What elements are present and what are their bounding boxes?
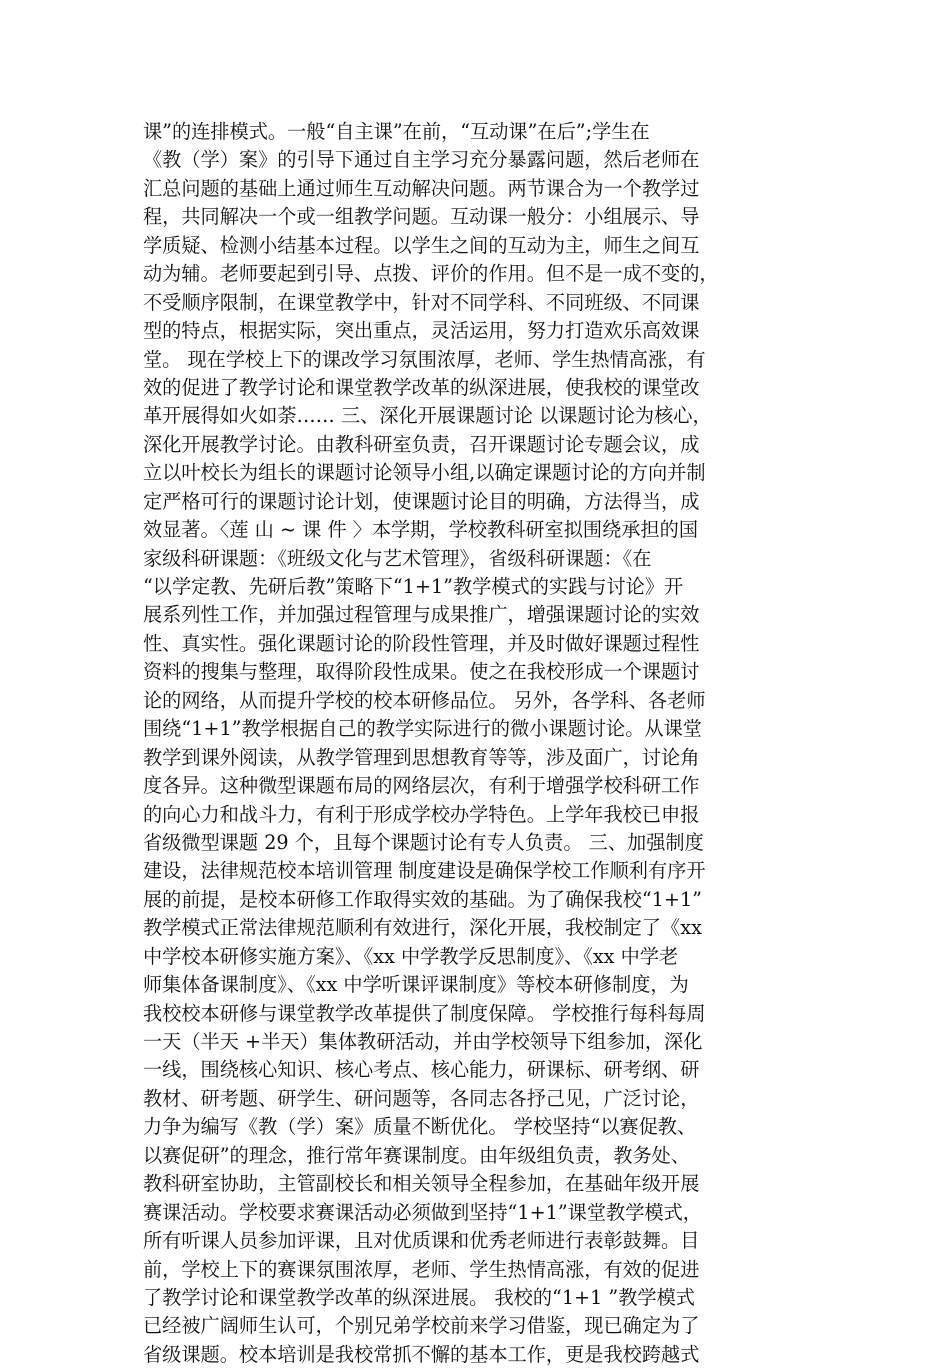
text-line: 展系列性工作，并加强过程管理与成果推广，增强课题讨论的实效	[143, 603, 700, 627]
text-line: 中学校本研修实施方案》、《xx 中学教学反思制度》、《xx 中学老	[143, 944, 679, 968]
text-line: 课”的连排模式。一般“自主课”在前，“互动课”在后”;学生在	[143, 120, 650, 143]
text-line: 展的前提，是校本研修工作取得实效的基础。为了确保我校“1+1”	[143, 887, 702, 911]
text-line: 资料的搜集与整理，取得阶段性成果。使之在我校形成一个课题讨	[143, 660, 700, 684]
text-line: 堂。 现在学校上下的课改学习氛围浓厚，老师、学生热情高涨，有	[143, 347, 706, 371]
text-line: 以赛促研”的理念，推行常年赛课制度。由年级组负责，教务处、	[143, 1143, 691, 1167]
text-line: 革开展得如火如荼…… 三、深化开展课题讨论 以课题讨论为核心，	[143, 404, 712, 428]
text-line: 一线，围绕核心知识、核心考点、核心能力，研课标、研考纲、研	[143, 1058, 700, 1082]
text-line: 深化开展教学讨论。由教科研室负责，召开课题讨论专题会议，成	[143, 432, 700, 456]
text-line: 师集体备课制度》、《xx 中学听课评课制度》等校本研修制度，为	[143, 973, 689, 997]
text-line: 立以叶校长为组长的课题讨论领导小组,以确定课题讨论的方向并制	[143, 461, 706, 485]
text-line: 型的特点，根据实际，突出重点，灵活运用，努力打造欢乐高效课	[143, 319, 700, 343]
text-line: 性、真实性。强化课题讨论的阶段性管理，并及时做好课题过程性	[143, 631, 700, 655]
text-line: 所有听课人员参加评课，且对优质课和优秀老师进行表彰鼓舞。目	[143, 1229, 700, 1253]
text-line: 我校校本研修与课堂教学改革提供了制度保障。 学校推行每科每周	[143, 1001, 706, 1025]
text-line: 《教（学）案》的引导下通过自主学习充分暴露问题，然后老师在	[143, 148, 700, 172]
text-line: 度各异。这种微型课题布局的网络层次，有利于增强学校科研工作	[143, 774, 700, 798]
text-line: 了教学讨论和课堂教学改革的纵深进展。 我校的“1+1 ”教学模式	[143, 1285, 695, 1309]
text-line: 论的网络，从而提升学校的校本研修品位。 另外，各学科、各老师	[143, 688, 706, 712]
text-line: 定严格可行的课题讨论计划，使课题讨论目的明确，方法得当，成	[143, 489, 700, 513]
text-line: 教科研室协助，主管副校长和相关领导全程参加，在基础年级开展	[143, 1172, 700, 1196]
text-line: 赛课活动。学校要求赛课活动必须做到坚持“1+1”课堂教学模式，	[143, 1200, 702, 1224]
text-line: 一天（半天 +半天）集体教研活动，并由学校领导下组参加，深化	[143, 1030, 703, 1053]
text-line: 不受顺序限制，在课堂教学中，针对不同学科、不同班级、不同课	[143, 290, 700, 314]
text-line: 的向心力和战斗力，有利于形成学校办学特色。上学年我校已申报	[143, 802, 700, 826]
text-line: 已经被广阔师生认可，个别兄弟学校前来学习借鉴，现已确定为了	[143, 1314, 700, 1338]
text-line: “以学定教、先研后教”策略下“1+1”教学模式的实践与讨论》开	[143, 575, 684, 598]
text-line: 教材、研考题、研学生、研问题等，各同志各抒己见，广泛讨论，	[143, 1086, 700, 1110]
text-line: 程，共同解决一个或一组教学问题。互动课一般分：小组展示、导	[143, 205, 700, 229]
text-line: 效的促进了教学讨论和课堂教学改革的纵深进展，使我校的课堂改	[143, 375, 700, 399]
text-line: 教学到课外阅读，从教学管理到思想教育等等，涉及面广，讨论角	[143, 745, 700, 769]
text-line: 学质疑、检测小结基本过程。以学生之间的互动为主，师生之间互	[143, 233, 700, 257]
text-line: 省级微型课题 29 个，且每个课题讨论有专人负责。 三、加强制度	[143, 830, 704, 854]
text-line: 效显著。〈莲 山 ~ 课 件 〉本学期，学校教科研室拟围绕承担的国	[143, 518, 699, 542]
text-line: 汇总问题的基础上通过师生互动解决问题。两节课合为一个教学过	[143, 176, 700, 200]
text-line: 家级科研课题：《班级文化与艺术管理》，省级科研课题：《在	[143, 546, 652, 570]
text-line: 动为辅。老师要起到引导、点拨、评价的作用。但不是一成不变的，	[143, 262, 719, 286]
text-line: 教学模式正常法律规范顺利有效进行，深化开展，我校制定了《xx	[143, 916, 702, 940]
text-line: 建设，法律规范校本培训管理 制度建设是确保学校工作顺利有序开	[143, 859, 706, 883]
text-line: 力争为编写《教（学）案》质量不断优化。 学校坚持“以赛促教、	[143, 1115, 697, 1139]
text-line: 前，学校上下的赛课氛围浓厚，老师、学生热情高涨，有效的促进	[143, 1257, 700, 1281]
text-line: 围绕“1+1”教学根据自己的教学实际进行的微小课题讨论。从课堂	[143, 717, 702, 741]
body-text	[143, 118, 813, 1369]
text-line: 省级课题。校本培训是我校常抓不懈的基本工作，更是我校跨越式	[143, 1342, 700, 1366]
